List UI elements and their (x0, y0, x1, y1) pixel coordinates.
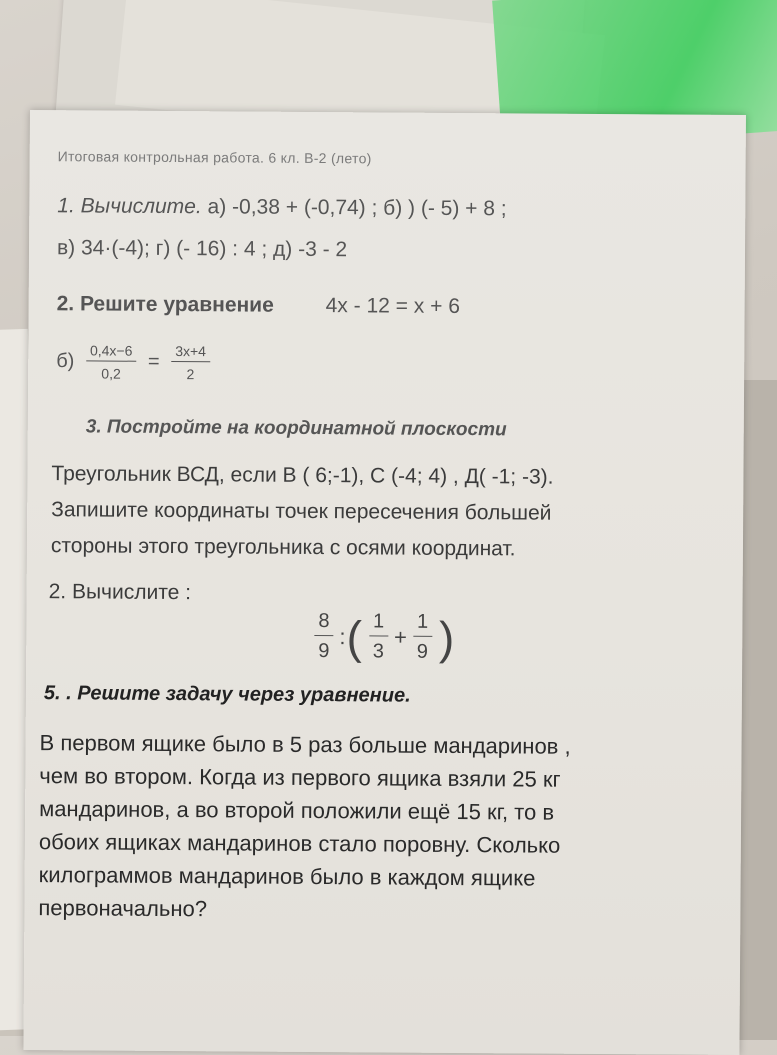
question-5-heading (44, 682, 411, 708)
close-parenthesis: ) (438, 611, 455, 664)
question-3-title: 3. Постройте на координатной плоскости (85, 416, 507, 441)
problem-text-line: первоначально? (38, 895, 208, 922)
question-3-line-1: Треугольник ВСД, если В ( 6;-1), С (-4; 4) , Д( -1; -3). (51, 462, 554, 489)
question-3-line-3: стороны этого треугольника с осями координат. (50, 534, 516, 561)
open-parenthesis: ( (346, 610, 363, 663)
fraction-8-9 (314, 610, 333, 663)
fraction-numerator: 3х+4 (171, 343, 210, 362)
division-colon: : (339, 623, 346, 649)
question-4-title: 2. Вычислите : (48, 580, 192, 605)
fraction-numerator: 8 (314, 610, 333, 636)
fraction-numerator: 1 (369, 610, 388, 636)
math-expression (308, 610, 455, 664)
question-1-title: 1. Вычислите. (57, 194, 202, 219)
question-2 (57, 292, 460, 319)
question-1-line-1 (57, 194, 507, 221)
fraction-denominator: 2 (186, 366, 195, 383)
fraction-denominator: 9 (318, 640, 330, 663)
equals-sign: = (147, 350, 160, 373)
fraction-1-9 (413, 611, 432, 664)
fraction-1-3 (369, 610, 388, 663)
question-5-title: Решите задачу через уравнение. (77, 682, 411, 707)
question-2b-label: б) (56, 349, 75, 373)
fraction-numerator: 0,4х−6 (86, 342, 137, 361)
fraction-denominator: 9 (416, 640, 428, 663)
fraction-left (86, 342, 137, 381)
fraction-denominator: 3 (372, 640, 385, 663)
question-2-title: 2. Решите уравнение (56, 292, 274, 317)
problem-text-line: обоих ящиках мандаринов стало поровну. Сколько (38, 829, 561, 858)
problem-text-line: килограммов мандаринов было в каждом ящике (38, 862, 536, 891)
problem-text-line: мандаринов, а во второй положили ещё 15 кг, то в (39, 796, 555, 825)
question-1-line-2: в) 34·(-4); г) (- 16) : 4 ; д) -3 - 2 (56, 236, 348, 262)
problem-text-line: чем во втором. Когда из первого ящика взяли 25 кг (39, 763, 561, 792)
plus-sign: + (393, 624, 407, 650)
fraction-numerator: 1 (413, 611, 432, 637)
question-2b (56, 342, 216, 382)
fraction-right (171, 343, 210, 382)
question-2-equation: 4х - 12 = х + 6 (325, 294, 461, 319)
fraction-denominator: 0,2 (101, 365, 121, 382)
question-3-line-2: Запишите координаты точек пересечения большей (51, 498, 552, 525)
question-1-parts-a-b: а) -0,38 + (-0,74) ; б) ) (- 5) + 8 ; (207, 195, 507, 221)
problem-text-line: В первом ящике было в 5 раз больше мандаринов , (39, 730, 571, 759)
worksheet-header: Итоговая контрольная работа. 6 кл. В-2 (лето) (57, 148, 372, 167)
question-5-number: 5. . (43, 682, 72, 705)
worksheet-paper (23, 110, 746, 1055)
